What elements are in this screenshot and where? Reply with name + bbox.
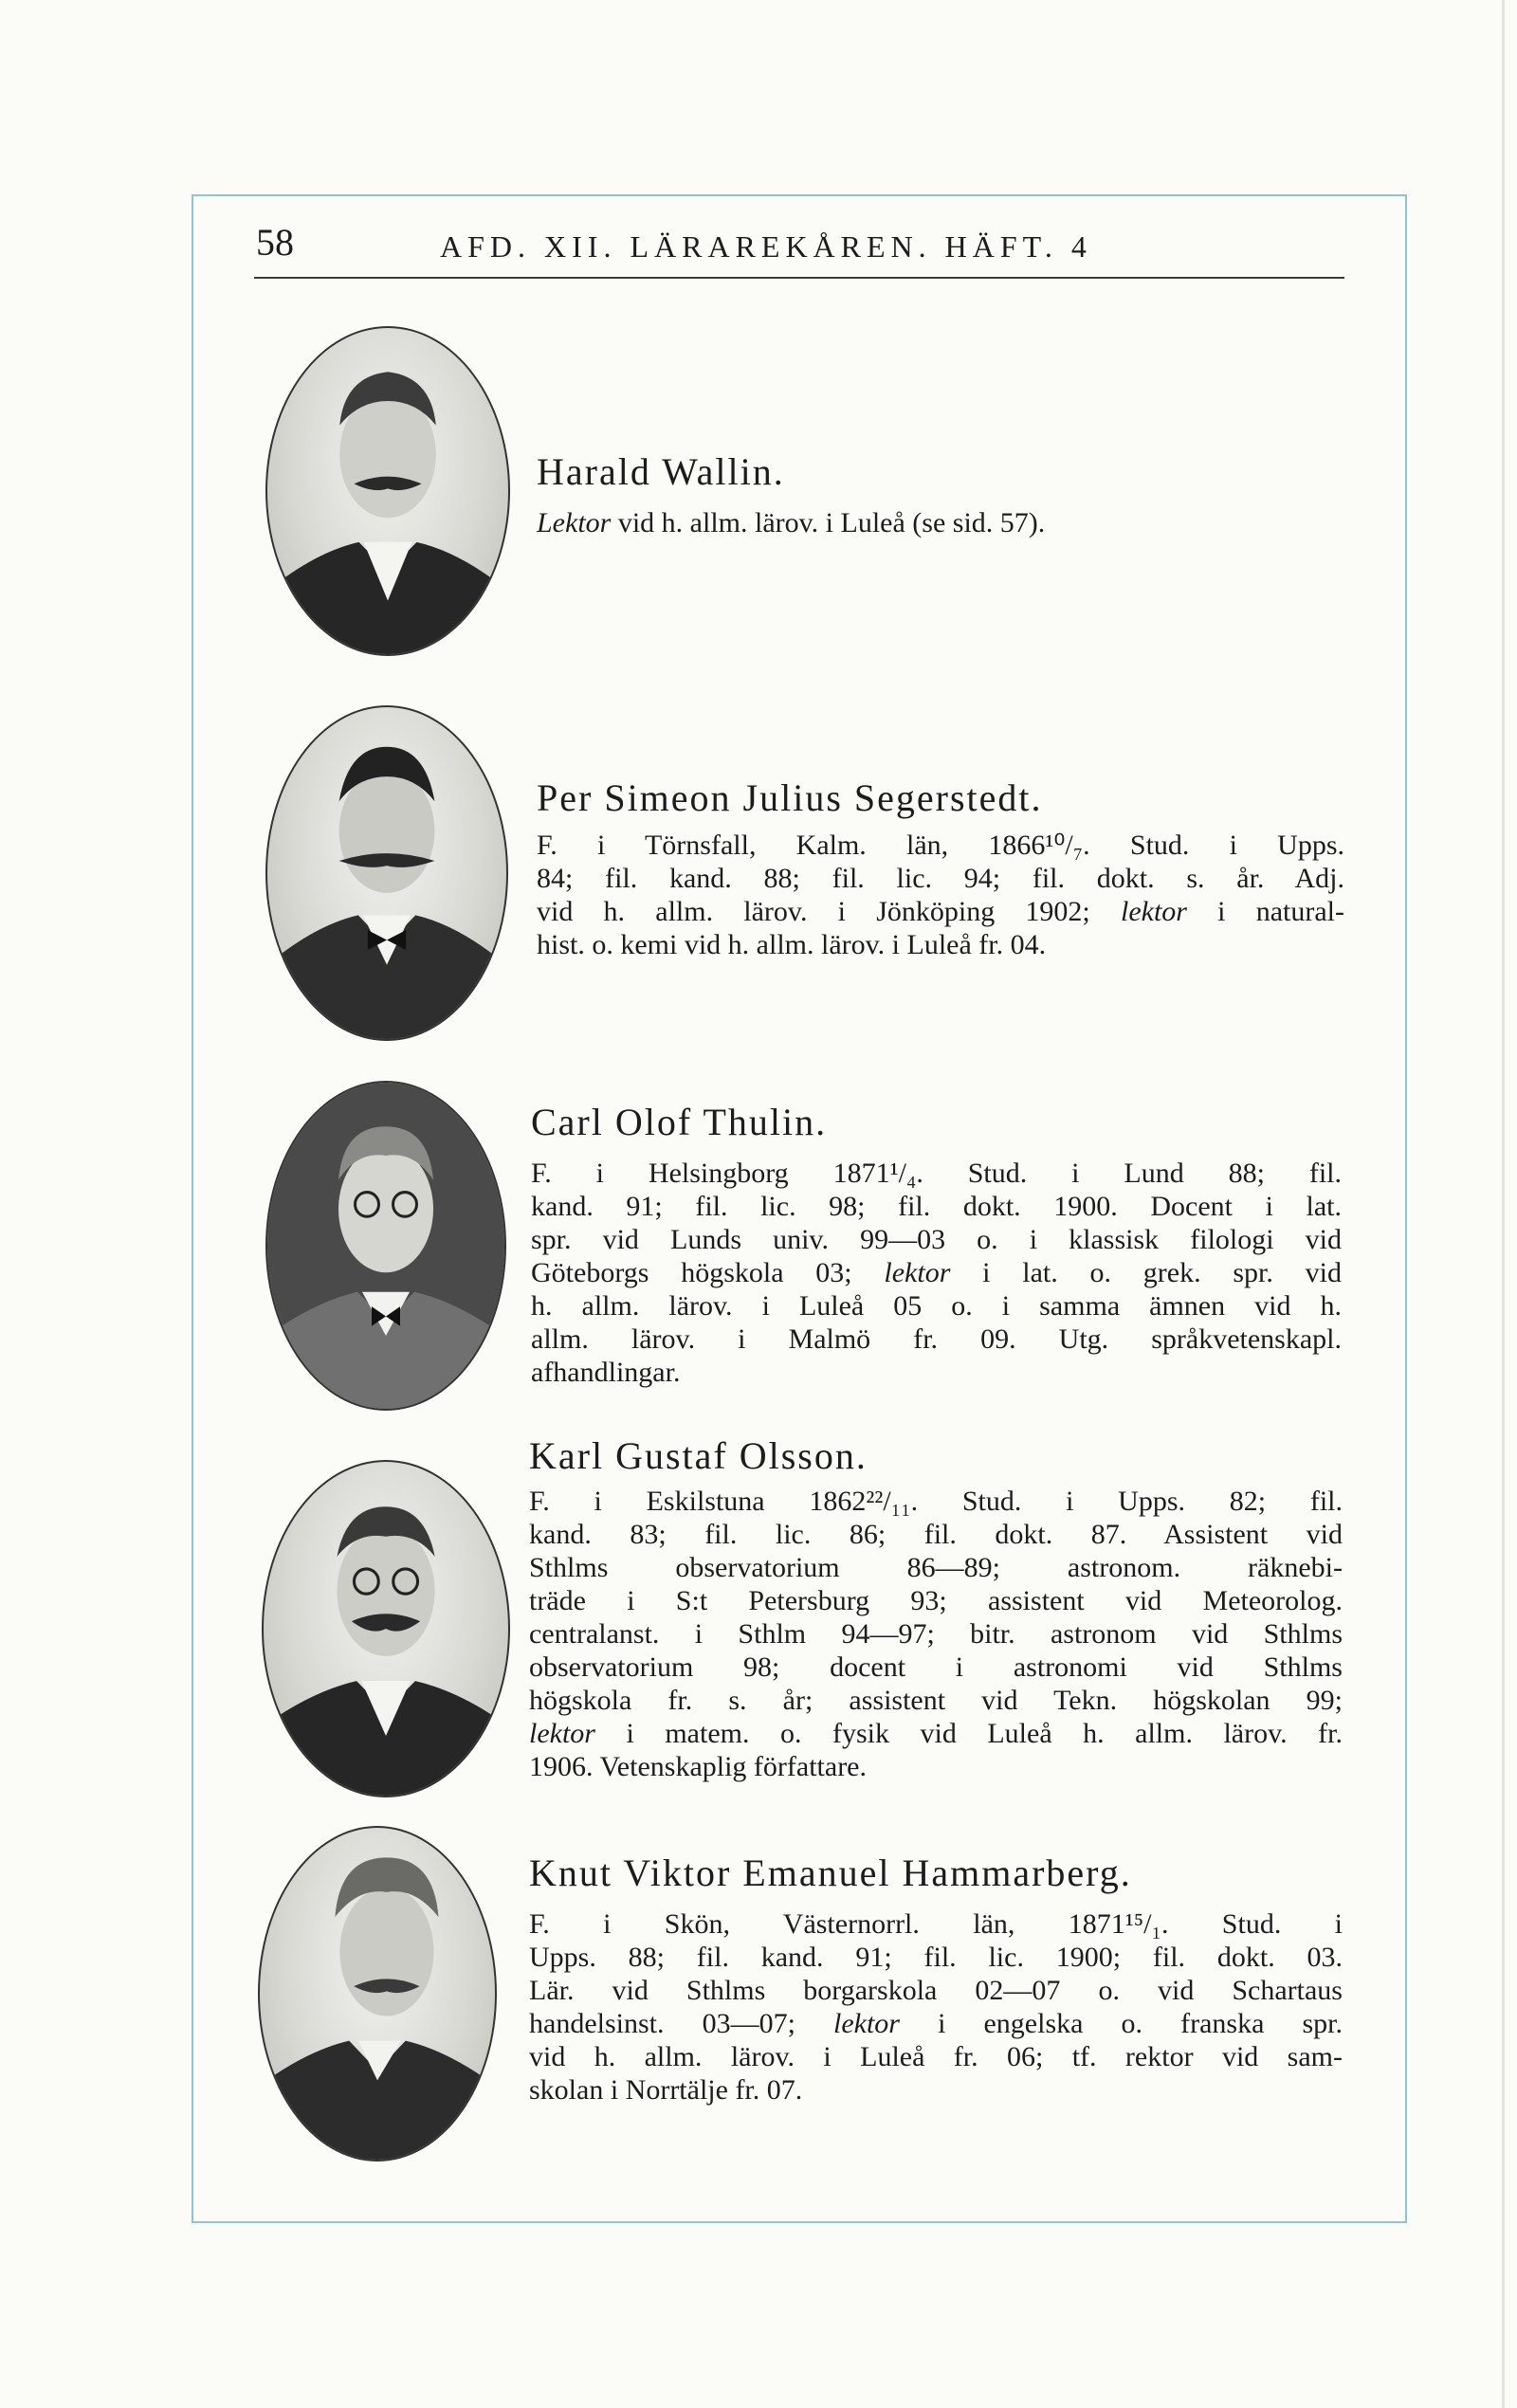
entry-4-line-5: centralanst. i Sthlm 94—97; bitr. astronom vid Sthlms: [529, 1618, 1343, 1650]
entry-4-line-1: F. i Eskilstuna 1862²²/₁₁. Stud. i Upps. 82; fil.: [529, 1486, 1343, 1517]
entry-2-line-3: vid h. allm. lärov. i Jönköping 1902; lektor i natural-: [537, 896, 1344, 927]
entry-2-name: Per Simeon Julius Segerstedt.: [537, 776, 1043, 819]
portrait-knut-hammarberg: [258, 1826, 497, 2162]
entry-5-line-5: vid h. allm. lärov. i Luleå fr. 06; tf. rektor vid sam-: [529, 2041, 1343, 2072]
entry-1-text: [537, 506, 1343, 539]
entry-4-line-2: kand. 83; fil. lic. 86; fil. dokt. 87. Assistent vid: [529, 1519, 1343, 1550]
entry-1-name: Harald Wallin.: [537, 450, 785, 493]
entry-3-line-3: spr. vid Lunds univ. 99—03 o. i klassisk filologi vid: [531, 1224, 1342, 1255]
entry-3-line-2: kand. 91; fil. lic. 98; fil. dokt. 1900. Docent i lat.: [531, 1191, 1342, 1222]
portrait-karl-olsson: [262, 1460, 510, 1797]
entry-4-name: Karl Gustaf Olsson.: [529, 1434, 868, 1477]
entry-5-line-4: handelsinst. 03—07; lektor i engelska o. franska spr.: [529, 2008, 1343, 2039]
portrait-per-segerstedt: [265, 705, 508, 1041]
page-number: 58: [256, 221, 294, 264]
entry-4-line-8: lektor i matem. o. fysik vid Luleå h. allm. lärov. fr.: [529, 1718, 1343, 1749]
entry-4-line-3: Sthlms observatorium 86—89; astronom. räknebi-: [529, 1552, 1343, 1583]
entry-4-line-4: träde i S:t Petersburg 93; assistent vid Meteorolog.: [529, 1585, 1343, 1616]
entry-4-text: [529, 1485, 1343, 1783]
entry-2-line-1: F. i Törnsfall, Kalm. län, 1866¹⁰/₇. Stud. i Upps.: [537, 830, 1344, 861]
entry-5-line-6: skolan i Norrtälje fr. 07.: [529, 2074, 803, 2106]
entry-5-line-1: F. i Skön, Västernorrl. län, 1871¹⁵/₁. Stud. i: [529, 1908, 1343, 1940]
entry-3-text: [531, 1157, 1342, 1389]
running-title: AFD. XII. LÄRAREKÅREN. HÄFT. 4: [440, 229, 1092, 264]
portrait-harald-wallin: [265, 326, 510, 656]
entry-5-name: Knut Viktor Emanuel Hammarberg.: [529, 1852, 1132, 1894]
entry-3-line-5: h. allm. lärov. i Luleå 05 o. i samma ämnen vid h.: [531, 1290, 1342, 1322]
running-header: [254, 218, 1344, 279]
entry-2-line-4: hist. o. kemi vid h. allm. lärov. i Luleå fr. 04.: [537, 929, 1047, 960]
entry-3-line-7: afhandlingar.: [531, 1357, 681, 1388]
entry-4-line-9: 1906. Vetenskaplig författare.: [529, 1751, 868, 1782]
entry-4-line-6: observatorium 98; docent i astronomi vid Sthlms: [529, 1651, 1343, 1683]
entry-3-line-4: Göteborgs högskola 03; lektor i lat. o. grek. spr. vid: [531, 1257, 1342, 1288]
entry-4-line-7: högskola fr. s. år; assistent vid Tekn. högskolan 99;: [529, 1685, 1343, 1716]
entry-1-line-1: Lektor vid h. allm. lärov. i Luleå (se sid. 57).: [537, 507, 1046, 538]
entry-5-line-3: Lär. vid Sthlms borgarskola 02—07 o. vid Schartaus: [529, 1975, 1343, 2006]
entry-3-line-6: allm. lärov. i Malmö fr. 09. Utg. språkvetenskapl.: [531, 1323, 1342, 1355]
entry-5-text: [529, 1907, 1343, 2107]
entry-5-line-2: Upps. 88; fil. kand. 91; fil. lic. 1900; fil. dokt. 03.: [529, 1942, 1343, 1973]
entry-2-line-2: 84; fil. kand. 88; fil. lic. 94; fil. dokt. s. år. Adj.: [537, 863, 1344, 894]
entry-3-line-1: F. i Helsingborg 1871¹/₄. Stud. i Lund 88; fil.: [531, 1158, 1342, 1189]
portrait-carl-thulin: [265, 1081, 506, 1411]
entry-2-text: [537, 829, 1344, 961]
entry-3-name: Carl Olof Thulin.: [531, 1101, 828, 1143]
